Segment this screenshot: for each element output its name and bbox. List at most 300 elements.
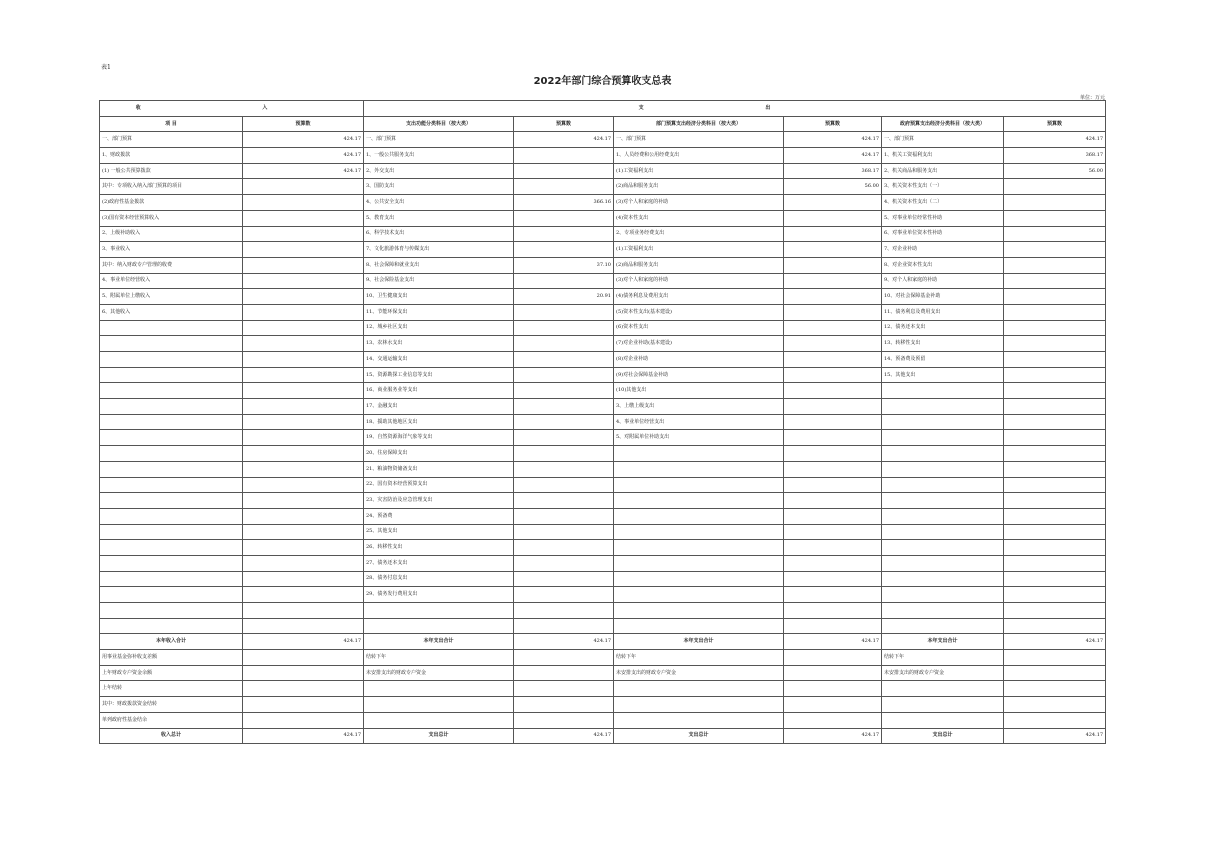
gov-budget-cell bbox=[1004, 226, 1106, 242]
gov-budget-cell: 424.17 bbox=[1004, 132, 1106, 148]
func-budget-cell bbox=[514, 336, 614, 352]
gov-budget-cell bbox=[1004, 571, 1106, 587]
func-budget-cell bbox=[514, 367, 614, 383]
income-item-cell bbox=[100, 430, 243, 446]
table-row bbox=[100, 179, 1106, 195]
dept-budget-cell bbox=[784, 508, 882, 524]
year-expense-total-label: 本年支出合计 bbox=[614, 634, 784, 650]
table-row bbox=[100, 618, 1106, 634]
income-budget-cell bbox=[243, 571, 364, 587]
col-header-item: 项 目 bbox=[100, 116, 243, 132]
dept-item-cell: (7)对企业补助(基本建设) bbox=[614, 336, 784, 352]
extra-item-cell: 未安排支出的财政专户资金 bbox=[614, 665, 784, 681]
extra-item-cell bbox=[614, 712, 784, 728]
income-budget-cell bbox=[243, 603, 364, 619]
income-budget-cell bbox=[243, 352, 364, 368]
extra-value-cell bbox=[784, 681, 882, 697]
gov-budget-cell bbox=[1004, 493, 1106, 509]
table-row bbox=[100, 273, 1106, 289]
table-row bbox=[100, 226, 1106, 242]
income-item-cell bbox=[100, 320, 243, 336]
func-budget-cell bbox=[514, 304, 614, 320]
gov-budget-cell bbox=[1004, 540, 1106, 556]
gov-item-cell: 13、转移性支出 bbox=[882, 336, 1004, 352]
dept-item-cell: (1)工资福利支出 bbox=[614, 163, 784, 179]
table-row bbox=[100, 555, 1106, 571]
grand-expense-value: 424.17 bbox=[514, 728, 614, 744]
func-budget-cell: 366.16 bbox=[514, 195, 614, 211]
income-item-cell bbox=[100, 571, 243, 587]
func-budget-cell bbox=[514, 242, 614, 258]
income-item-cell bbox=[100, 383, 243, 399]
func-budget-cell bbox=[514, 618, 614, 634]
extra-item-cell: 单列政府性基金结余 bbox=[100, 712, 243, 728]
extra-item-cell: 结转下年 bbox=[614, 650, 784, 666]
dept-item-cell bbox=[614, 540, 784, 556]
func-budget-cell bbox=[514, 414, 614, 430]
gov-item-cell bbox=[882, 430, 1004, 446]
extra-value-cell bbox=[784, 650, 882, 666]
income-item-cell bbox=[100, 603, 243, 619]
dept-budget-cell bbox=[784, 555, 882, 571]
income-item-cell: 3、事业收入 bbox=[100, 242, 243, 258]
func-budget-cell bbox=[514, 383, 614, 399]
dept-item-cell: (1)工资福利支出 bbox=[614, 242, 784, 258]
gov-budget-cell bbox=[1004, 508, 1106, 524]
gov-budget-cell bbox=[1004, 618, 1106, 634]
dept-budget-cell bbox=[784, 367, 882, 383]
extra-item-cell bbox=[882, 681, 1004, 697]
gov-budget-cell bbox=[1004, 210, 1106, 226]
extra-value-cell bbox=[514, 712, 614, 728]
income-item-cell bbox=[100, 352, 243, 368]
income-budget-cell: 424.17 bbox=[243, 132, 364, 148]
func-budget-cell bbox=[514, 273, 614, 289]
table-row bbox=[100, 524, 1106, 540]
income-budget-cell bbox=[243, 383, 364, 399]
table-row bbox=[100, 148, 1106, 164]
dept-item-cell bbox=[614, 603, 784, 619]
extra-item-cell bbox=[614, 697, 784, 713]
func-budget-cell bbox=[514, 477, 614, 493]
dept-item-cell: (9)对社会保障基金补助 bbox=[614, 367, 784, 383]
func-budget-cell bbox=[514, 148, 614, 164]
income-item-cell: 1、财政拨款 bbox=[100, 148, 243, 164]
func-item-cell: 24、预备费 bbox=[364, 508, 514, 524]
dept-budget-cell: 424.17 bbox=[784, 148, 882, 164]
dept-item-cell: (3)对个人和家庭的补助 bbox=[614, 195, 784, 211]
extra-value-cell bbox=[514, 681, 614, 697]
gov-budget-cell bbox=[1004, 242, 1106, 258]
year-income-total-label: 本年收入合计 bbox=[100, 634, 243, 650]
dept-item-cell bbox=[614, 446, 784, 462]
income-item-cell bbox=[100, 555, 243, 571]
col-header-gov: 政府预算支出经济分类科目（按大类） bbox=[882, 116, 1004, 132]
gov-item-cell bbox=[882, 477, 1004, 493]
dept-budget-cell bbox=[784, 352, 882, 368]
func-budget-cell bbox=[514, 352, 614, 368]
dept-item-cell: 4、事业单位经营支出 bbox=[614, 414, 784, 430]
gov-item-cell bbox=[882, 493, 1004, 509]
income-item-cell: 2、上级补助收入 bbox=[100, 226, 243, 242]
gov-item-cell bbox=[882, 383, 1004, 399]
func-item-cell: 6、科学技术支出 bbox=[364, 226, 514, 242]
dept-item-cell bbox=[614, 524, 784, 540]
income-budget-cell bbox=[243, 540, 364, 556]
gov-budget-cell bbox=[1004, 352, 1106, 368]
income-budget-cell bbox=[243, 179, 364, 195]
dept-budget-cell bbox=[784, 524, 882, 540]
func-item-cell: 26、转移性支出 bbox=[364, 540, 514, 556]
extra-item-cell bbox=[364, 697, 514, 713]
table-row bbox=[100, 195, 1106, 211]
gov-item-cell bbox=[882, 461, 1004, 477]
func-budget-cell bbox=[514, 226, 614, 242]
func-item-cell bbox=[364, 618, 514, 634]
gov-item-cell bbox=[882, 618, 1004, 634]
dept-item-cell: (3)对个人和家庭的补助 bbox=[614, 273, 784, 289]
income-item-cell bbox=[100, 508, 243, 524]
income-item-cell bbox=[100, 477, 243, 493]
extra-item-cell: 上年财政专户资金余额 bbox=[100, 665, 243, 681]
gov-item-cell: 1、机关工资福利支出 bbox=[882, 148, 1004, 164]
func-item-cell: 15、资源勘探工业信息等支出 bbox=[364, 367, 514, 383]
func-budget-cell: 20.91 bbox=[514, 289, 614, 305]
grand-income-value: 424.17 bbox=[243, 728, 364, 744]
gov-item-cell: 10、对社会保障基金补助 bbox=[882, 289, 1004, 305]
grand-expense-label: 支出总计 bbox=[364, 728, 514, 744]
func-budget-cell bbox=[514, 430, 614, 446]
gov-item-cell bbox=[882, 414, 1004, 430]
income-item-cell bbox=[100, 446, 243, 462]
gov-budget-cell: 56.00 bbox=[1004, 163, 1106, 179]
table-row bbox=[100, 493, 1106, 509]
func-budget-cell: 424.17 bbox=[514, 132, 614, 148]
extra-value-cell bbox=[1004, 665, 1106, 681]
income-budget-cell bbox=[243, 461, 364, 477]
gov-item-cell bbox=[882, 524, 1004, 540]
gov-item-cell: 2、机关商品和服务支出 bbox=[882, 163, 1004, 179]
income-budget-cell bbox=[243, 336, 364, 352]
dept-item-cell: (6)资本性支出 bbox=[614, 320, 784, 336]
func-item-cell: 13、农林水支出 bbox=[364, 336, 514, 352]
income-item-cell bbox=[100, 493, 243, 509]
dept-budget-cell bbox=[784, 603, 882, 619]
func-item-cell: 20、住房保障支出 bbox=[364, 446, 514, 462]
dept-item-cell bbox=[614, 587, 784, 603]
func-budget-cell bbox=[514, 508, 614, 524]
dept-budget-cell bbox=[784, 226, 882, 242]
income-budget-cell bbox=[243, 414, 364, 430]
extra-row bbox=[100, 650, 1106, 666]
gov-item-cell: 14、预备费及预留 bbox=[882, 352, 1004, 368]
func-item-cell: 4、公共安全支出 bbox=[364, 195, 514, 211]
func-budget-cell bbox=[514, 210, 614, 226]
extra-value-cell bbox=[514, 665, 614, 681]
dept-item-cell: 2、专项业务经费支出 bbox=[614, 226, 784, 242]
income-budget-cell bbox=[243, 446, 364, 462]
year-income-total-value: 424.17 bbox=[243, 634, 364, 650]
gov-item-cell: 11、债务利息及费用支出 bbox=[882, 304, 1004, 320]
func-budget-cell bbox=[514, 493, 614, 509]
table-row bbox=[100, 540, 1106, 556]
extra-item-cell bbox=[882, 712, 1004, 728]
extra-value-cell bbox=[243, 665, 364, 681]
dept-budget-cell: 56.00 bbox=[784, 179, 882, 195]
gov-budget-cell bbox=[1004, 524, 1106, 540]
income-budget-cell bbox=[243, 320, 364, 336]
income-item-cell bbox=[100, 540, 243, 556]
income-budget-cell bbox=[243, 273, 364, 289]
dept-budget-cell bbox=[784, 195, 882, 211]
dept-budget-cell bbox=[784, 571, 882, 587]
grand-income-label: 收入总计 bbox=[100, 728, 243, 744]
extra-item-cell: 结转下年 bbox=[882, 650, 1004, 666]
gov-item-cell: 15、其他支出 bbox=[882, 367, 1004, 383]
gov-item-cell: 8、对企业资本性支出 bbox=[882, 257, 1004, 273]
func-item-cell: 7、文化旅游体育与传媒支出 bbox=[364, 242, 514, 258]
gov-budget-cell bbox=[1004, 587, 1106, 603]
gov-budget-cell bbox=[1004, 461, 1106, 477]
dept-item-cell bbox=[614, 477, 784, 493]
gov-item-cell bbox=[882, 446, 1004, 462]
gov-item-cell: 9、对个人和家庭的补助 bbox=[882, 273, 1004, 289]
year-expense-total-value: 424.17 bbox=[514, 634, 614, 650]
income-item-cell bbox=[100, 399, 243, 415]
table-row bbox=[100, 163, 1106, 179]
dept-item-cell: (4)资本性支出 bbox=[614, 210, 784, 226]
dept-item-cell: 1、人员经费和公用经费支出 bbox=[614, 148, 784, 164]
func-item-cell: 27、债务还本支出 bbox=[364, 555, 514, 571]
table-row bbox=[100, 320, 1106, 336]
extra-value-cell bbox=[243, 697, 364, 713]
gov-item-cell bbox=[882, 587, 1004, 603]
income-item-cell bbox=[100, 461, 243, 477]
dept-item-cell bbox=[614, 555, 784, 571]
func-item-cell: 29、债务发行费用支出 bbox=[364, 587, 514, 603]
income-item-cell: 4、事业单位经营收入 bbox=[100, 273, 243, 289]
col-header-budget: 预算数 bbox=[243, 116, 364, 132]
gov-budget-cell bbox=[1004, 179, 1106, 195]
gov-item-cell: 4、机关资本性支出（二） bbox=[882, 195, 1004, 211]
extra-item-cell: 未安排支出的财政专户资金 bbox=[882, 665, 1004, 681]
func-budget-cell bbox=[514, 320, 614, 336]
func-budget-cell bbox=[514, 603, 614, 619]
income-section-header: 收 入 bbox=[100, 101, 364, 117]
gov-item-cell: 7、对企业补助 bbox=[882, 242, 1004, 258]
gov-budget-cell: 368.17 bbox=[1004, 148, 1106, 164]
dept-budget-cell bbox=[784, 430, 882, 446]
func-item-cell: 19、自然资源海洋气象等支出 bbox=[364, 430, 514, 446]
income-budget-cell bbox=[243, 399, 364, 415]
income-budget-cell bbox=[243, 304, 364, 320]
page-title: 2022年部门综合预算收支总表 bbox=[533, 76, 672, 87]
dept-item-cell: (2)商品和服务支出 bbox=[614, 179, 784, 195]
income-budget-cell bbox=[243, 555, 364, 571]
dept-item-cell: (2)商品和服务支出 bbox=[614, 257, 784, 273]
dept-budget-cell bbox=[784, 210, 882, 226]
gov-item-cell bbox=[882, 508, 1004, 524]
func-item-cell: 一、部门预算 bbox=[364, 132, 514, 148]
table-row bbox=[100, 603, 1106, 619]
func-item-cell bbox=[364, 603, 514, 619]
gov-item-cell: 6、对事业单位资本性补助 bbox=[882, 226, 1004, 242]
gov-budget-cell bbox=[1004, 273, 1106, 289]
gov-budget-cell bbox=[1004, 430, 1106, 446]
dept-item-cell: 3、上缴上级支出 bbox=[614, 399, 784, 415]
func-budget-cell bbox=[514, 555, 614, 571]
extra-item-cell: 其中：财政拨款资金结转 bbox=[100, 697, 243, 713]
gov-item-cell: 一、部门预算 bbox=[882, 132, 1004, 148]
table-row bbox=[100, 367, 1106, 383]
dept-item-cell bbox=[614, 461, 784, 477]
extra-value-cell bbox=[1004, 681, 1106, 697]
income-budget-cell bbox=[243, 367, 364, 383]
table-row bbox=[100, 352, 1106, 368]
income-item-cell: 一、部门预算 bbox=[100, 132, 243, 148]
table-row bbox=[100, 571, 1106, 587]
dept-budget-cell bbox=[784, 587, 882, 603]
func-budget-cell bbox=[514, 571, 614, 587]
income-item-cell: (3)国有资本经营预算收入 bbox=[100, 210, 243, 226]
extra-item-cell: 未安排支出的财政专户资金 bbox=[364, 665, 514, 681]
col-header-budget: 预算数 bbox=[514, 116, 614, 132]
dept-item-cell: 一、部门预算 bbox=[614, 132, 784, 148]
gov-item-cell bbox=[882, 571, 1004, 587]
extra-item-cell: 用事业基金弥补收支差额 bbox=[100, 650, 243, 666]
extra-value-cell bbox=[784, 665, 882, 681]
income-budget-cell bbox=[243, 226, 364, 242]
dept-budget-cell bbox=[784, 414, 882, 430]
dept-budget-cell bbox=[784, 289, 882, 305]
extra-item-cell bbox=[364, 681, 514, 697]
table-row bbox=[100, 414, 1106, 430]
extra-row bbox=[100, 697, 1106, 713]
grand-expense-value: 424.17 bbox=[1004, 728, 1106, 744]
income-budget-cell bbox=[243, 587, 364, 603]
extra-row bbox=[100, 681, 1106, 697]
func-budget-cell bbox=[514, 540, 614, 556]
dept-budget-cell bbox=[784, 493, 882, 509]
income-item-cell: 其中：专项收入纳入部门预算的项目 bbox=[100, 179, 243, 195]
income-item-cell: 其中：纳入财政专户管理的收费 bbox=[100, 257, 243, 273]
table-row bbox=[100, 461, 1106, 477]
gov-budget-cell bbox=[1004, 367, 1106, 383]
gov-budget-cell bbox=[1004, 446, 1106, 462]
table-row bbox=[100, 399, 1106, 415]
func-budget-cell bbox=[514, 587, 614, 603]
gov-item-cell: 12、债务还本支出 bbox=[882, 320, 1004, 336]
income-budget-cell bbox=[243, 257, 364, 273]
gov-item-cell: 3、机关资本性支出（一） bbox=[882, 179, 1004, 195]
dept-budget-cell bbox=[784, 461, 882, 477]
func-item-cell: 10、卫生健康支出 bbox=[364, 289, 514, 305]
dept-budget-cell: 424.17 bbox=[784, 132, 882, 148]
dept-budget-cell bbox=[784, 242, 882, 258]
income-budget-cell bbox=[243, 477, 364, 493]
gov-budget-cell bbox=[1004, 320, 1106, 336]
gov-budget-cell bbox=[1004, 336, 1106, 352]
extra-item-cell: 结转下年 bbox=[364, 650, 514, 666]
extra-value-cell bbox=[243, 650, 364, 666]
income-item-cell bbox=[100, 587, 243, 603]
gov-budget-cell bbox=[1004, 603, 1106, 619]
func-item-cell: 18、援助其他地区支出 bbox=[364, 414, 514, 430]
header-row-columns bbox=[100, 116, 1106, 132]
func-budget-cell bbox=[514, 399, 614, 415]
table-row bbox=[100, 446, 1106, 462]
gov-budget-cell bbox=[1004, 383, 1106, 399]
dept-item-cell: 5、对附属单位补助支出 bbox=[614, 430, 784, 446]
table-row bbox=[100, 336, 1106, 352]
func-budget-cell bbox=[514, 163, 614, 179]
extra-item-cell bbox=[882, 697, 1004, 713]
table-row bbox=[100, 289, 1106, 305]
gov-item-cell: 5、对事业单位经常性补助 bbox=[882, 210, 1004, 226]
grand-expense-value: 424.17 bbox=[784, 728, 882, 744]
dept-item-cell bbox=[614, 571, 784, 587]
func-budget-cell bbox=[514, 461, 614, 477]
extra-value-cell bbox=[1004, 650, 1106, 666]
col-header-budget: 预算数 bbox=[1004, 116, 1106, 132]
table-row bbox=[100, 430, 1106, 446]
year-expense-total-value: 424.17 bbox=[1004, 634, 1106, 650]
dept-budget-cell bbox=[784, 273, 882, 289]
table-row bbox=[100, 242, 1106, 258]
year-total-row bbox=[100, 634, 1106, 650]
func-item-cell: 2、外交支出 bbox=[364, 163, 514, 179]
func-item-cell: 11、节能环保支出 bbox=[364, 304, 514, 320]
gov-item-cell bbox=[882, 399, 1004, 415]
income-budget-cell bbox=[243, 195, 364, 211]
year-expense-total-label: 本年支出合计 bbox=[364, 634, 514, 650]
income-item-cell bbox=[100, 414, 243, 430]
gov-item-cell bbox=[882, 540, 1004, 556]
income-item-cell: 5、附属单位上缴收入 bbox=[100, 289, 243, 305]
extra-row bbox=[100, 665, 1106, 681]
gov-budget-cell bbox=[1004, 257, 1106, 273]
col-header-dept: 部门预算支出经济分类科目（按大类） bbox=[614, 116, 784, 132]
income-budget-cell bbox=[243, 524, 364, 540]
year-expense-total-value: 424.17 bbox=[784, 634, 882, 650]
income-item-cell bbox=[100, 524, 243, 540]
dept-budget-cell bbox=[784, 446, 882, 462]
extra-value-cell bbox=[514, 650, 614, 666]
func-item-cell: 1、一般公共服务支出 bbox=[364, 148, 514, 164]
dept-budget-cell bbox=[784, 257, 882, 273]
income-budget-cell bbox=[243, 430, 364, 446]
table-row bbox=[100, 257, 1106, 273]
dept-item-cell: (10)其他支出 bbox=[614, 383, 784, 399]
func-item-cell: 25、其他支出 bbox=[364, 524, 514, 540]
gov-budget-cell bbox=[1004, 555, 1106, 571]
gov-item-cell bbox=[882, 555, 1004, 571]
func-item-cell: 3、国防支出 bbox=[364, 179, 514, 195]
header-row-section bbox=[100, 101, 1106, 117]
table-label: 表1 bbox=[101, 64, 111, 71]
func-item-cell: 23、灾害防治及应急管理支出 bbox=[364, 493, 514, 509]
income-budget-cell bbox=[243, 289, 364, 305]
dept-budget-cell bbox=[784, 540, 882, 556]
gov-budget-cell bbox=[1004, 477, 1106, 493]
extra-value-cell bbox=[243, 712, 364, 728]
func-item-cell: 14、交通运输支出 bbox=[364, 352, 514, 368]
table-row bbox=[100, 383, 1106, 399]
expense-section-header: 支 出 bbox=[364, 101, 1106, 117]
grand-expense-label: 支出总计 bbox=[882, 728, 1004, 744]
extra-item-cell bbox=[614, 681, 784, 697]
grand-expense-label: 支出总计 bbox=[614, 728, 784, 744]
